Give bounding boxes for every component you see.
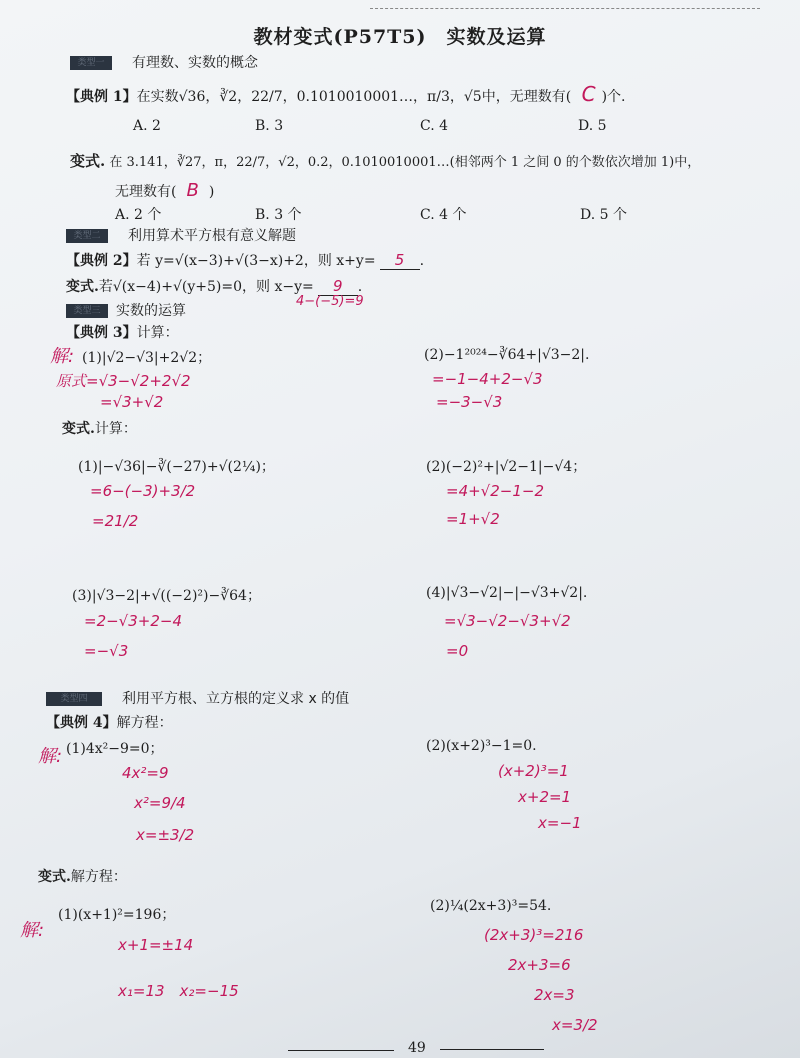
- prompt-text: 解方程：: [116, 715, 173, 731]
- handwritten-work: x=3/2: [552, 1016, 598, 1034]
- handwritten-work: =√3−√2−√3+√2: [444, 612, 571, 630]
- example-4-problem-2: (2)(x+2)³−1=0.: [426, 738, 537, 754]
- handwritten-work: 4x²=9: [122, 764, 169, 782]
- handwritten-work: =√3+√2: [100, 393, 164, 411]
- section-badge: 类型一: [70, 56, 112, 70]
- question-text: 在 3.141，∛27，π，22/7，√2，0.2，0.1010010001…(相邻两个 1 之间 0 的个数依次增加 1)中，: [109, 155, 701, 170]
- example-3-header: [66, 322, 179, 342]
- section-badge: 类型四: [46, 692, 102, 706]
- prompt-text: 解方程：: [70, 869, 127, 885]
- variant-label: 变式.: [38, 869, 71, 885]
- section-title: 实数的运算: [116, 303, 186, 319]
- prompt-text: 计算：: [136, 325, 179, 341]
- example-label: 【典例 2】: [66, 253, 137, 269]
- handwritten-work: =21/2: [92, 512, 139, 530]
- solution-prefix: 解:: [38, 746, 63, 767]
- top-dashed-rule: [370, 8, 760, 9]
- example-3-problem-1: (1)|√2−√3|+2√2；: [82, 350, 212, 366]
- handwritten-work: =6−(−3)+3/2: [90, 482, 196, 500]
- footer-rule-left: [288, 1050, 394, 1051]
- section-title: 利用平方根、立方根的定义求 x 的值: [122, 691, 350, 707]
- handwritten-answer: 5: [380, 251, 420, 270]
- variant-label: 变式.: [62, 421, 95, 437]
- variant-label: 变式.: [70, 152, 106, 170]
- handwritten-work: 2x+3=6: [508, 956, 571, 974]
- variant-4-problem-2: (2)¼(2x+3)³=54.: [430, 898, 552, 914]
- solution-prefix: 解:: [20, 920, 45, 941]
- handwritten-work: x²=9/4: [134, 794, 186, 812]
- option-a: A. 2 个: [115, 207, 162, 223]
- page-title: 教材变式(P57T5) 实数及运算: [253, 26, 547, 48]
- section-badge: 类型二: [66, 229, 108, 243]
- example-4-header: [46, 712, 173, 732]
- question-suffix: ): [208, 184, 215, 200]
- question-text: 无理数有(: [115, 184, 177, 200]
- handwritten-work: x=±3/2: [136, 826, 195, 844]
- handwritten-answer: B: [186, 180, 199, 201]
- handwritten-answer: 9: [318, 277, 358, 296]
- handwritten-work: =2−√3+2−4: [84, 612, 183, 630]
- section-title: 利用算术平方根有意义解题: [128, 228, 296, 244]
- example-2-question: 【典例 2】若 y=√(x−3)+√(3−x)+2，则 x+y= 5 .: [66, 251, 425, 269]
- example-1-question: [66, 82, 626, 106]
- handwritten-work: =−3−√3: [436, 393, 503, 411]
- handwritten-work: 4−(−5)=9: [296, 294, 364, 309]
- option-d: D. 5 个: [580, 207, 627, 223]
- section-2-header: [66, 225, 296, 245]
- variant-3-problem-2: (2)(−2)²+|√2−1|−√4；: [426, 459, 587, 475]
- handwritten-work: x₁=13 x₂=−15: [118, 982, 239, 1000]
- variant-4-problem-1: (1)(x+1)²=196；: [58, 907, 176, 923]
- option-b: B. 3 个: [255, 207, 302, 223]
- variant-3-problem-4: (4)|√3−√2|−|−√3+√2|.: [426, 585, 588, 601]
- option-c: C. 4 个: [420, 207, 467, 223]
- example-3-problem-2: (2)−1²⁰²⁴−∛64+|√3−2|.: [424, 347, 590, 363]
- handwritten-work: x+2=1: [518, 788, 572, 806]
- solution-prefix: 解:: [50, 346, 75, 367]
- section-badge: 类型三: [66, 304, 108, 318]
- example-label: 【典例 1】: [66, 89, 137, 105]
- handwritten-work: =−1−4+2−√3: [432, 370, 543, 388]
- section-3-header: [66, 300, 186, 320]
- section-title: 有理数、实数的概念: [132, 55, 258, 71]
- handwritten-work: 原式=√3−√2+2√2: [56, 372, 191, 390]
- question-text: 在实数√36，∛2，22/7，0.1010010001…，π/3，√5中，无理数有(: [136, 89, 572, 105]
- variant-4-header: [38, 866, 127, 886]
- question-text: 若√(x−4)+√(y+5)=0，则 x−y=: [98, 279, 314, 295]
- handwritten-work: =0: [446, 642, 469, 660]
- example-label: 【典例 3】: [66, 325, 137, 341]
- option-a: A. 2: [133, 118, 161, 134]
- handwritten-work: =−√3: [84, 642, 129, 660]
- section-1-header: [70, 52, 258, 72]
- variant-3-problem-1: (1)|−√36|−∛(−27)+√(2¼)；: [78, 459, 275, 475]
- handwritten-work: (2x+3)³=216: [484, 926, 584, 944]
- variant-3-problem-3: (3)|√3−2|+√((−2)²)−∛64；: [72, 588, 261, 604]
- handwritten-work: =4+√2−1−2: [446, 482, 545, 500]
- variant-1-answer-line: [115, 180, 214, 201]
- handwritten-work: (x+2)³=1: [498, 762, 569, 780]
- handwritten-work: 2x=3: [534, 986, 575, 1004]
- option-d: D. 5: [578, 118, 607, 134]
- option-b: B. 3: [255, 118, 284, 134]
- question-suffix: )个.: [601, 89, 626, 105]
- variant-1-question: [70, 150, 700, 171]
- footer-rule-right: [440, 1049, 544, 1050]
- example-4-problem-1: (1)4x²−9=0；: [66, 741, 164, 757]
- example-label: 【典例 4】: [46, 715, 117, 731]
- variant-3-header: [62, 418, 137, 438]
- section-4-header: [46, 688, 349, 708]
- question-text: 若 y=√(x−3)+√(3−x)+2，则 x+y=: [136, 253, 376, 269]
- page-number: 49: [408, 1040, 426, 1056]
- handwritten-work: =1+√2: [446, 510, 500, 528]
- option-c: C. 4: [420, 118, 449, 134]
- handwritten-work: x+1=±14: [118, 936, 194, 954]
- handwritten-answer: C: [581, 82, 596, 106]
- variant-label: 变式.: [66, 279, 99, 295]
- handwritten-work: x=−1: [538, 814, 582, 832]
- prompt-text: 计算：: [94, 421, 137, 437]
- variant-2-question: 变式.若√(x−4)+√(y+5)=0，则 x−y= 9 .: [66, 277, 363, 295]
